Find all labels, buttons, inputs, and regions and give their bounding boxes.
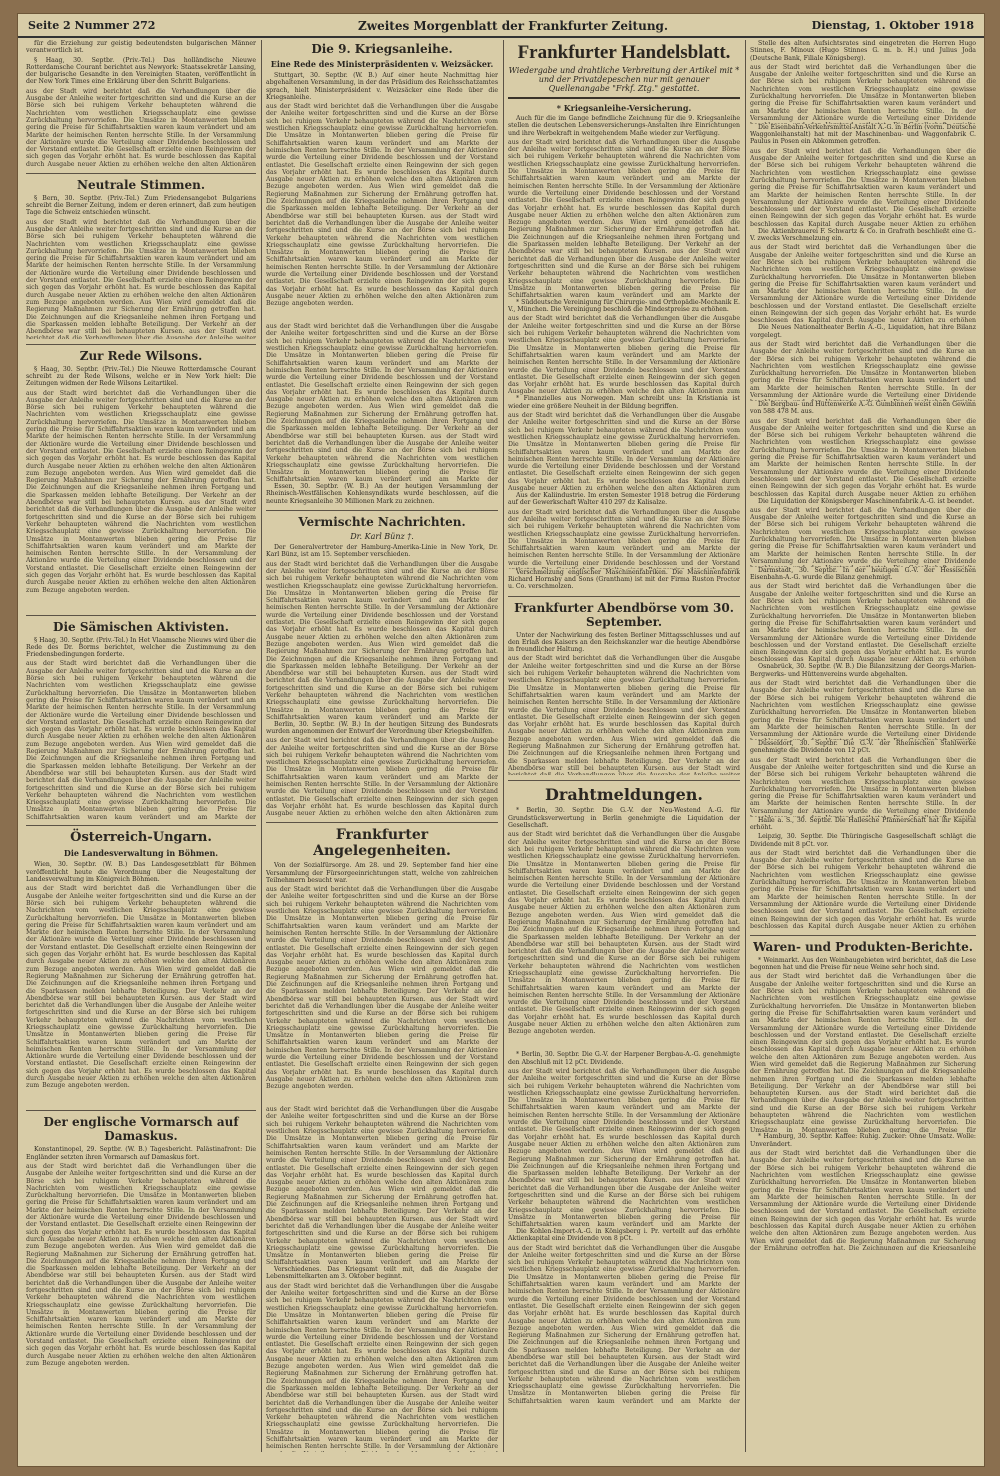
article-text: Der Generalvertreter der Hamburg-Amerika-Linie in New York, Dr. Karl Bünz, ist am 15. September verschieden. bbox=[266, 544, 498, 559]
article-text: Die Kohlen-Import-A.-G. in Königsberg i. Pr. verteilt auf das erhöhte Aktienkapital eine Dividende von 8 pCt. bbox=[508, 1227, 740, 1243]
article-text: * Weinmarkt. Aus den Weinbaugebieten wird berichtet, daß die Lese begonnen hat und die Preise für neue Weine sehr hoch sind. bbox=[750, 956, 976, 972]
article-text: Stuttgart, 30. Septbr. (W. B.) Auf einer heute Nachmittag hier abgehaltenen Versammlung, in der das Präsidium des Reichsschatzamtes sprach, hielt Ministerpräsident v. Weizsäcker eine Rede über die Kriegsanleihe. bbox=[266, 72, 498, 101]
article-text bbox=[750, 64, 976, 124]
article-text bbox=[750, 680, 976, 740]
article-text bbox=[266, 1106, 498, 1266]
article-text: * Berlin, 30. Septbr. Die G.-V. der Neu-Westend A.-G. für Grundstücksverwertung in Berlin genehmigte die Liquidation der Gesellschaft. bbox=[508, 807, 740, 830]
article-text bbox=[750, 583, 976, 663]
article-text: für die Erziehung zur geistig bedeutendsten bulgarischen Männer verantwortlich ist. bbox=[26, 40, 256, 55]
article-text bbox=[508, 509, 740, 569]
article-text bbox=[508, 1245, 740, 1405]
newspaper-page bbox=[18, 14, 984, 1466]
section-heading: Neutrale Stimmen. bbox=[26, 173, 256, 192]
column-rule bbox=[261, 40, 262, 1452]
article-heading: * Kriegsanleihe-Versicherung. bbox=[556, 103, 692, 113]
section-title: Frankfurter Handelsblatt. bbox=[517, 42, 731, 63]
column-4 bbox=[750, 40, 976, 1452]
article-text: Wien, 30. Septbr. (W. B.) Das Landesgesetzblatt für Böhmen veröffentlicht heute die Verordnung über die Neugestaltung der Landesverwaltung im Königreich Böhmen. bbox=[26, 861, 256, 884]
article-text: Stelle des alten Aufsichtsrates sind eingetreten die Herren Hugo Stinnes, F. Minoux (Hugo Stinnes G. m. b. H.) und Julius Joda (Deutsche Bank, Filiale Königsberg). bbox=[750, 40, 976, 62]
column-rule bbox=[745, 40, 746, 1452]
subheading: Eine Rede des Ministerpräsidenten v. Weizsäcker. bbox=[270, 59, 494, 69]
section-heading: Drahtmeldungen. bbox=[508, 780, 740, 804]
article-text: * Berlin, 30. Septbr. Die G.-V. der Harpener Bergbau-A.-G. genehmigte den Abschluß mit 12 pCt. Dividende. bbox=[508, 1051, 740, 1066]
article-text: Aus der Kaliindustrie. Im ersten Semester 1918 betrug die Förderung auf der Gewerkschaft Walter 410 297 dz Kalisalze. bbox=[508, 492, 740, 507]
article-text bbox=[266, 323, 498, 483]
article-text: * Finanzielles aus Norwegen. Man schreibt uns: In Kristiania ist wieder eine größere Neuheit in der Bildung begriffen. bbox=[508, 395, 740, 410]
page-number: Seite 2 Nummer 272 bbox=[28, 19, 156, 32]
article-text bbox=[26, 885, 256, 1105]
article-text: Düsseldorf, 30. Septbr. Die G.-V. der Rheinischen Stahlwerke genehmigte die Dividende von 12 pCt. bbox=[750, 740, 976, 755]
article-text bbox=[508, 831, 740, 1051]
divider bbox=[508, 97, 740, 99]
article-text bbox=[508, 1068, 740, 1228]
article-text: § Bern, 30. Septbr. (Priv.-Tel.) Zum Friedensangebot Bulgariens schreibt die Berner Zeitung, indem er deren erinnert, daß zum heutigen Tage die Schweiz entschieden wünscht. bbox=[26, 194, 256, 217]
article-text bbox=[750, 507, 976, 567]
article-text: § Haag, 30. Septbr. (Priv.-Tel.) Das holländische Nieuwe Rotterdamsche Courant berichtet aus Newyork: Staatssekretär Lansing, der bulgarische Gesandte in den Vereinigten Staaten, veröffentlicht in der New York Times eine Erklärung über den Schritt Bulgariens. bbox=[26, 56, 256, 86]
article-text: Verschmelzung englischer Maschinenfabriken. Die Maschinenfabrik Richard Hornsby and Sons (Grantham) ist mit der Firma Ruston Proctor u. Co. verschmolzen. bbox=[508, 568, 740, 591]
column-1 bbox=[26, 40, 256, 1452]
article-text bbox=[266, 737, 498, 817]
section-heading: Österreich-Ungarn. bbox=[26, 825, 256, 845]
column-2 bbox=[266, 40, 498, 1452]
section-heading: Frankfurter Abendbörse vom 30. September. bbox=[508, 596, 740, 629]
article-text: Verschiedenes. Das Kriegsamt teilt mit, daß die Ausgabe der Lebensmittelkarten am 3. Oktober beginnt. bbox=[266, 1266, 498, 1281]
article-text bbox=[266, 103, 498, 323]
newspaper-title: Zweites Morgenblatt der Frankfurter Zeitung. bbox=[358, 19, 669, 33]
subheading: Wiedergabe und drahtliche Verbreitung der Artikel mit * und der Privatdepeschen nur mit genauer Quellenangabe "Frkf. Ztg." gestattet. bbox=[508, 66, 740, 93]
article-text: Leipzig, 30. Septbr. Die Thüringische Gasgesellschaft schlägt die Dividende mit 8 pCt. vor. bbox=[750, 833, 976, 848]
article-text bbox=[750, 148, 976, 228]
article-text bbox=[750, 244, 976, 324]
article-text bbox=[26, 1163, 256, 1383]
section-heading: Die Sämischen Aktivisten. bbox=[26, 615, 256, 634]
section-heading: Der englische Vormarsch auf Damaskus. bbox=[26, 1110, 256, 1143]
article-text bbox=[750, 341, 976, 401]
article-text bbox=[508, 412, 740, 492]
article-text bbox=[26, 390, 256, 610]
article-text bbox=[266, 561, 498, 721]
article-text bbox=[26, 219, 256, 339]
article-text: * Süddeutsche Vereinigung für Chirurgie- und Orthopädie-Mechanik E. V., München. Die Vereinigung beschloß die Mindestpreise zu erhöhen. bbox=[508, 298, 740, 314]
section-heading: Vermischte Nachrichten. bbox=[266, 510, 498, 529]
article-text: Konstantinopel, 29. Septbr. (W. B.) Tagesbericht. Palästinafront: Die Engländer setzten ihren Vormarsch auf Damaskus fort. bbox=[26, 1146, 256, 1161]
article-text: Die Bergbau- und Hüttenwerke A.-G. Gumbinnen weist einen Gewinn von 588 478 M. aus. bbox=[750, 400, 976, 416]
article-text: Darmstadt, 30. Septbr. In der heutigen G.-V. der Hessischen Eisenbahn-A.-G. wurde die Bilanz genehmigt. bbox=[750, 566, 976, 582]
column-3 bbox=[508, 40, 740, 1452]
section-heading: Frankfurter Angelegenheiten. bbox=[266, 822, 498, 859]
subheading: Dr. Karl Bünz †. bbox=[350, 532, 414, 542]
subheading: Die Landesverwaltung in Böhmen. bbox=[63, 848, 219, 859]
article-text bbox=[750, 757, 976, 817]
article-text: Osnabrück, 30. Septbr. (W. B.) Die Bilanzsitzung der Georgs-Marien-Bergwerks- und Hüttenvereins wurde abgehalten. bbox=[750, 663, 976, 678]
article-text bbox=[266, 886, 498, 1106]
section-heading: Die 9. Kriegsanleihe. bbox=[311, 42, 453, 56]
article-text bbox=[750, 418, 976, 498]
article-text bbox=[26, 660, 256, 820]
article-text bbox=[750, 850, 976, 930]
article-text: § Haag, 30. Septbr. (Priv.-Tel.) In Het Vlaamsche Nieuws wird über die Rede des Dr. Borms berichtet, welcher die Zustimmung zu den Friedensbedingungen forderte. bbox=[26, 636, 256, 659]
article-text bbox=[750, 973, 976, 1133]
article-text: Von der Sozialfürsorge. Am 28. und 29. September fand hier eine Versammlung der Fürsorgeeinrichtungen statt, welche von zahlreichen Teilnehmern besucht war. bbox=[266, 862, 498, 884]
article-text: Halle a. S., 30. Septbr. Die Hallesche Pfännerschaft hat ihr Kapital erhöht. bbox=[750, 816, 976, 831]
article-text: Die Eisenbahn-Verkehrsmittel-Anstalt A.-G. in Berlin (vorm. Deutsche Waggonleihanstalt) hat mit der Maschinenbau- und Waggonfabrik C. Paulus in Posen ein Abkommen getroffen. bbox=[750, 123, 976, 146]
article-text: Die Liquidation der Königsberger Maschinenfabrik A.-G. ist beendet. bbox=[758, 497, 975, 505]
article-text: § Haag, 30. Septbr. (Priv.-Tel.) Die Nieuwe Rotterdamsche Courant schreibt zu der Rede Wilsons, welche er in New York hielt: Die Zeitungen widmen der Rede Wilsons Leitartikel. bbox=[26, 365, 256, 388]
page-date: Dienstag, 1. Oktober 1918 bbox=[811, 19, 974, 32]
article-text bbox=[508, 315, 740, 395]
article-text: * Hamburg, 30. Septbr. Kaffee: Ruhig. Zucker: Ohne Umsatz. Wolle: Unverändert. bbox=[750, 1133, 976, 1148]
article-text: Berlin, 30. Septbr. (W. B.) In der heutigen Sitzung des Bundesrats wurden angenommen der Entwurf der Verordnung über Kriegsbeihilfen. bbox=[266, 720, 498, 735]
article-text: Die Aktienbrauerei F. Schwartz & Co. in Grafrath beschließt eine G.-V. zwecks Verschmelzung ein. bbox=[750, 227, 976, 243]
article-text: Auch für die im Gange befindliche Zeichnung für die 9. Kriegsanleihe stellen die deutschen Lebensversicherungs-Anstalten ihre Einrichtungen und ihre Werbekraft in weitgehendem Maße wieder zur Verfügung. bbox=[508, 115, 740, 137]
article-text bbox=[508, 655, 740, 775]
article-text: Essen, 30. Septbr. (W. B.) An der heutigen Versammlung der Rheinisch-Westfälischen Kohlensyndikats wurde beschlossen, auf die neunte Kriegsanleihe 30 Millionen Mark zu zeichnen. bbox=[266, 483, 498, 505]
article-text: Die Neues Nationaltheater Berlin A.-G., Liquidation, hat ihre Bilanz vorgelegt. bbox=[750, 324, 976, 339]
section-heading: Zur Rede Wilsons. bbox=[26, 344, 256, 363]
article-text bbox=[750, 1150, 976, 1250]
column-rule bbox=[503, 40, 504, 1452]
article-text bbox=[508, 139, 740, 299]
article-text bbox=[26, 88, 256, 168]
article-text: Unter der Nachwirkung des festen Berliner Mittagsschlusses und auf den Erlaß des Kaisers an den Reichskanzler war die heutige Abendbörse in freundlicher Haltung. bbox=[508, 631, 740, 654]
section-heading: Waren- und Produkten-Berichte. bbox=[750, 935, 976, 954]
article-text bbox=[266, 1283, 498, 1452]
page-header bbox=[18, 14, 984, 38]
